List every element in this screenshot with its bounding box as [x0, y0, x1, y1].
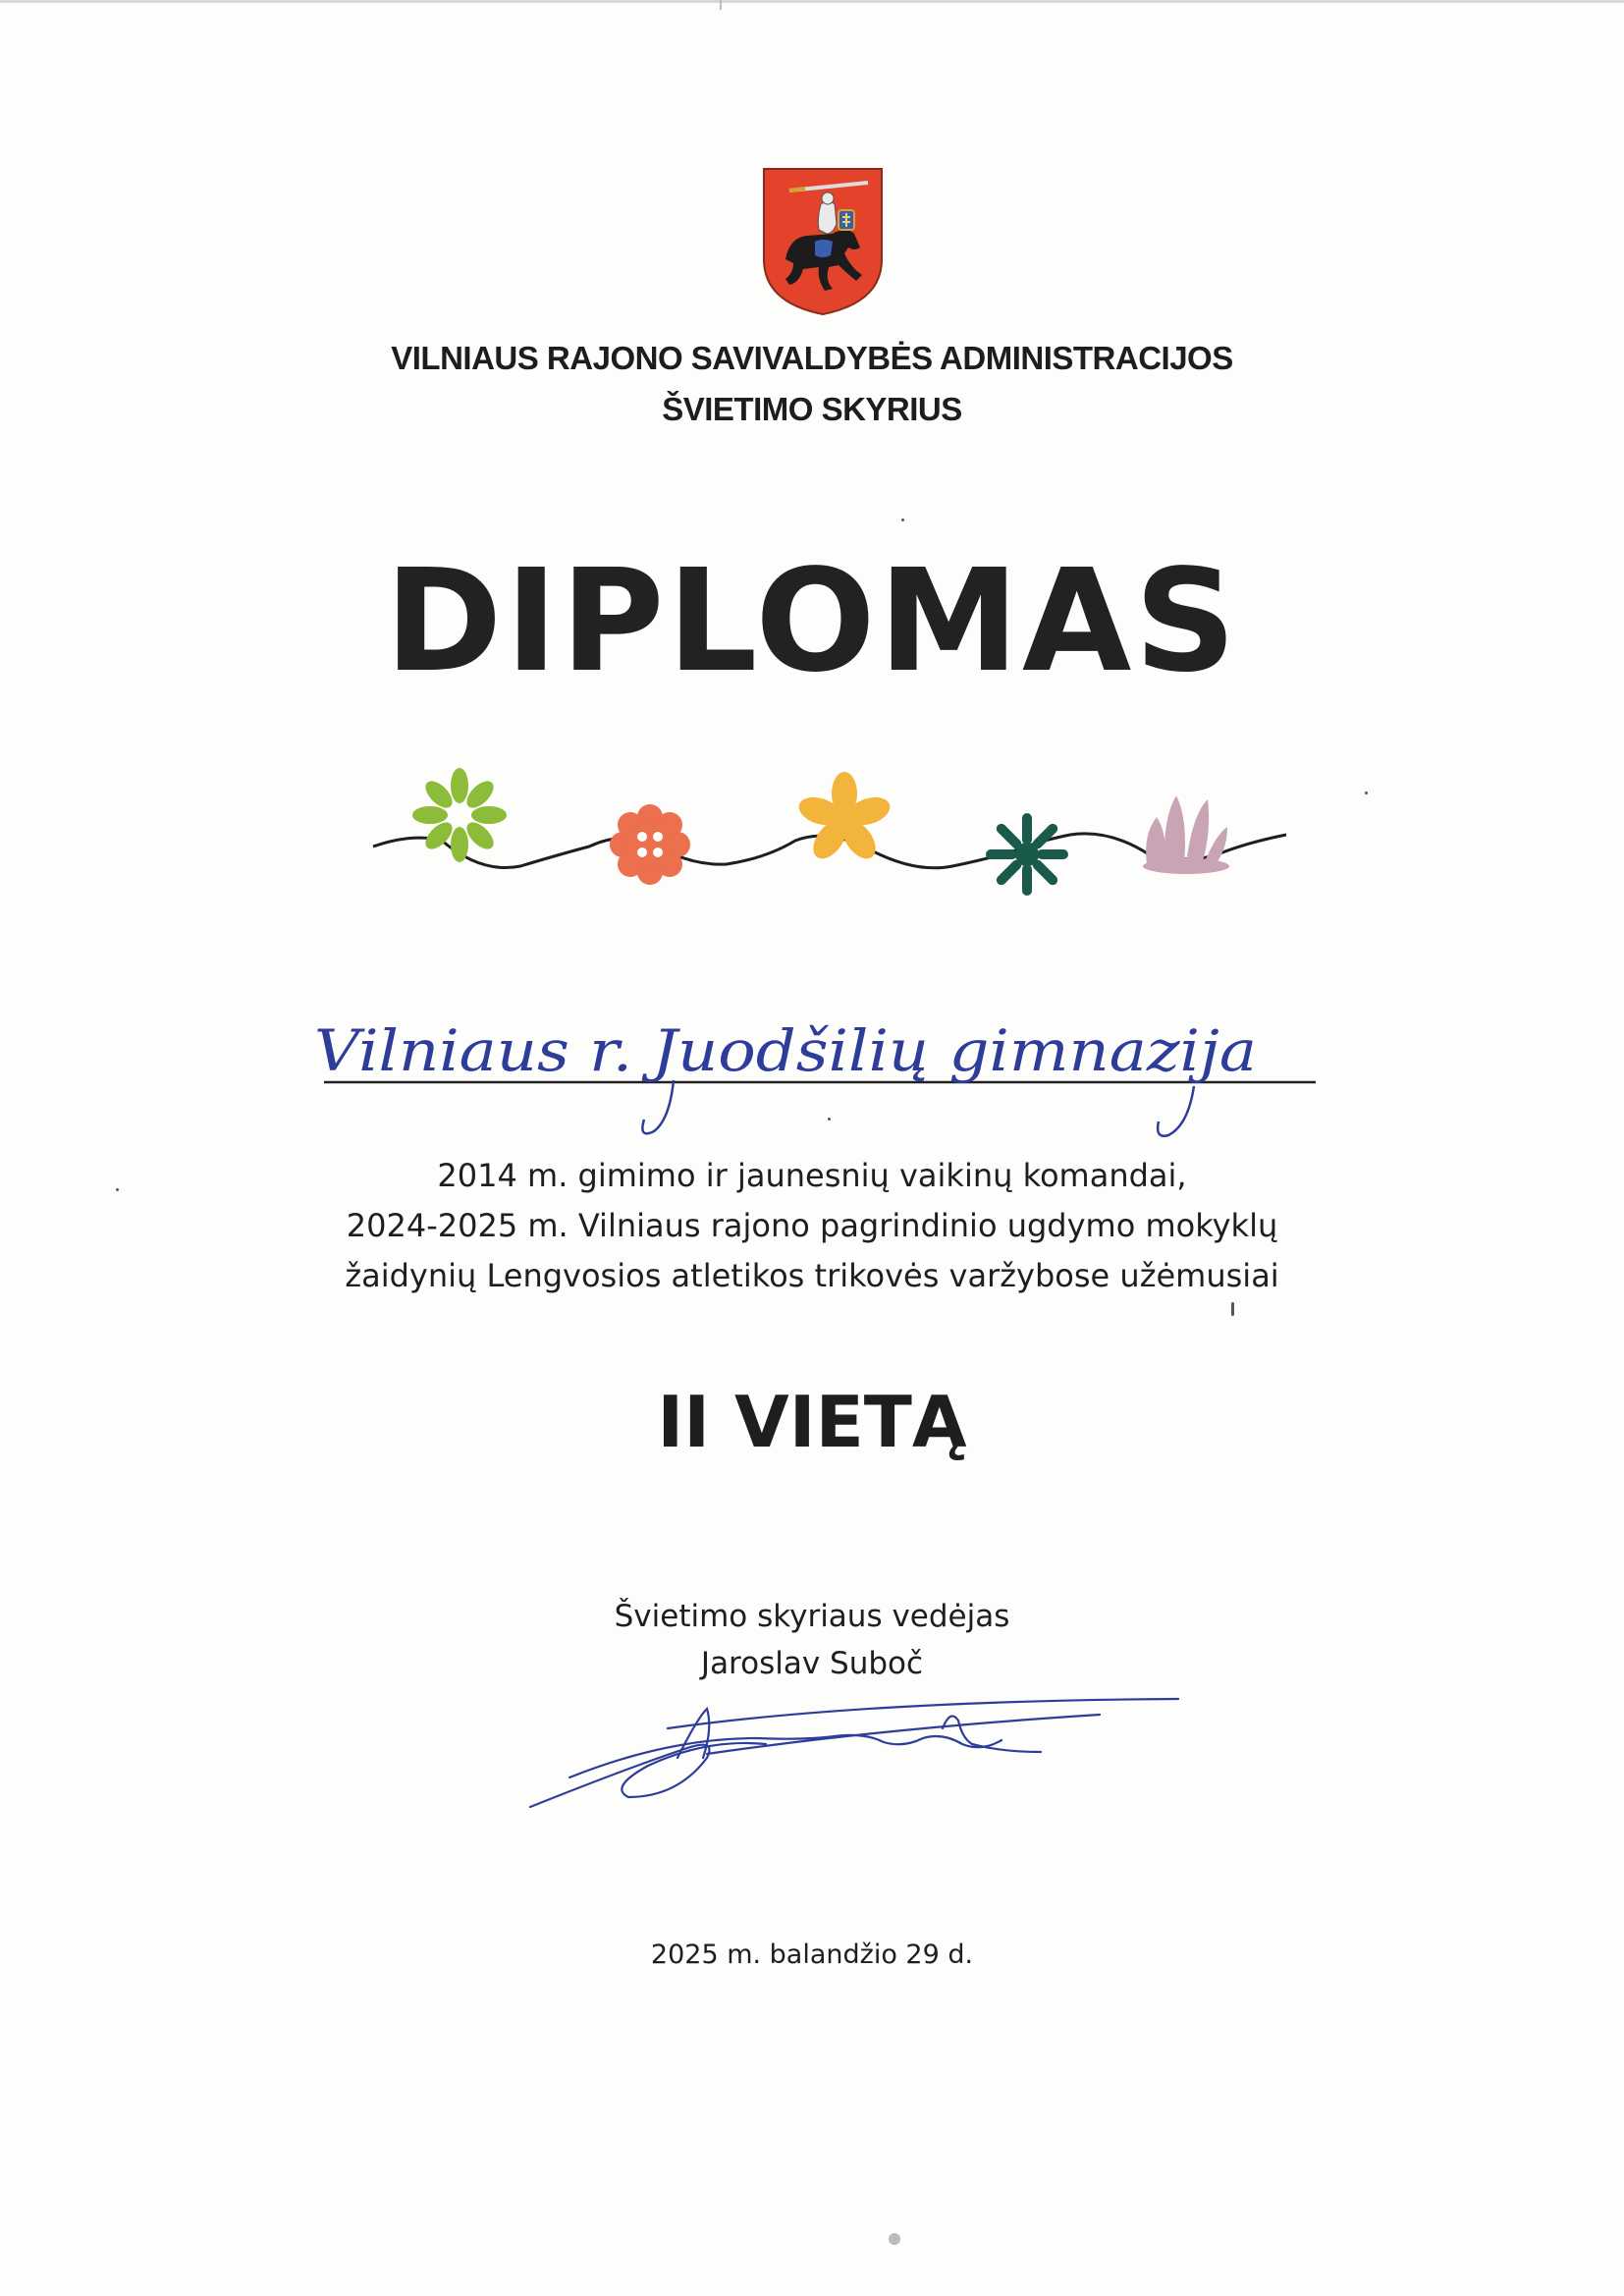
recipient-handwriting: Vilniaus r. Juodšilių gimnazija [314, 1017, 1257, 1084]
institution-line-2: ŠVIETIMO SKYRIUS [662, 391, 962, 427]
coat-of-arms-icon [760, 165, 886, 318]
body-line-3: žaidynių Lengvosios atletikos trikovės varžybose užėmusiai [345, 1257, 1279, 1294]
scan-speck [828, 1118, 831, 1121]
signatory-role: Švietimo skyriaus vedėjas [614, 1599, 1010, 1634]
lilac-flower-icon [1143, 795, 1229, 874]
scan-speck [1231, 1302, 1234, 1316]
coral-flower-icon [610, 804, 690, 885]
scan-notch [720, 0, 722, 10]
place-awarded: II VIETĄ [657, 1381, 967, 1463]
yellow-flower-icon [795, 772, 893, 864]
signature-scribble [511, 1650, 1188, 1827]
body-line-2: 2024-2025 m. Vilniaus rajono pagrindinio ugdymo mokyklų [346, 1207, 1278, 1244]
signatory-name: Jaroslav Subоč [700, 1646, 924, 1681]
institution-line-1: VILNIAUS RAJONO SAVIVALDYBĖS ADMINISTRACIJOS [391, 340, 1233, 376]
dark-green-flower-icon [986, 813, 1068, 896]
scan-speck [889, 2233, 900, 2245]
scan-speck [116, 1188, 119, 1191]
scan-speck [1365, 792, 1368, 794]
diploma-title: DIPLOMAS [384, 538, 1240, 703]
scan-speck [901, 519, 904, 521]
floral-ornament [363, 756, 1296, 923]
issue-date: 2025 m. balandžio 29 d. [650, 1940, 974, 1970]
handwritten-recipient [304, 992, 1326, 1159]
scan-top-edge [0, 0, 1624, 3]
green-flower-icon [412, 768, 507, 862]
body-line-1: 2014 m. gimimo ir jaunesnių vaikinų komandai, [437, 1157, 1187, 1194]
